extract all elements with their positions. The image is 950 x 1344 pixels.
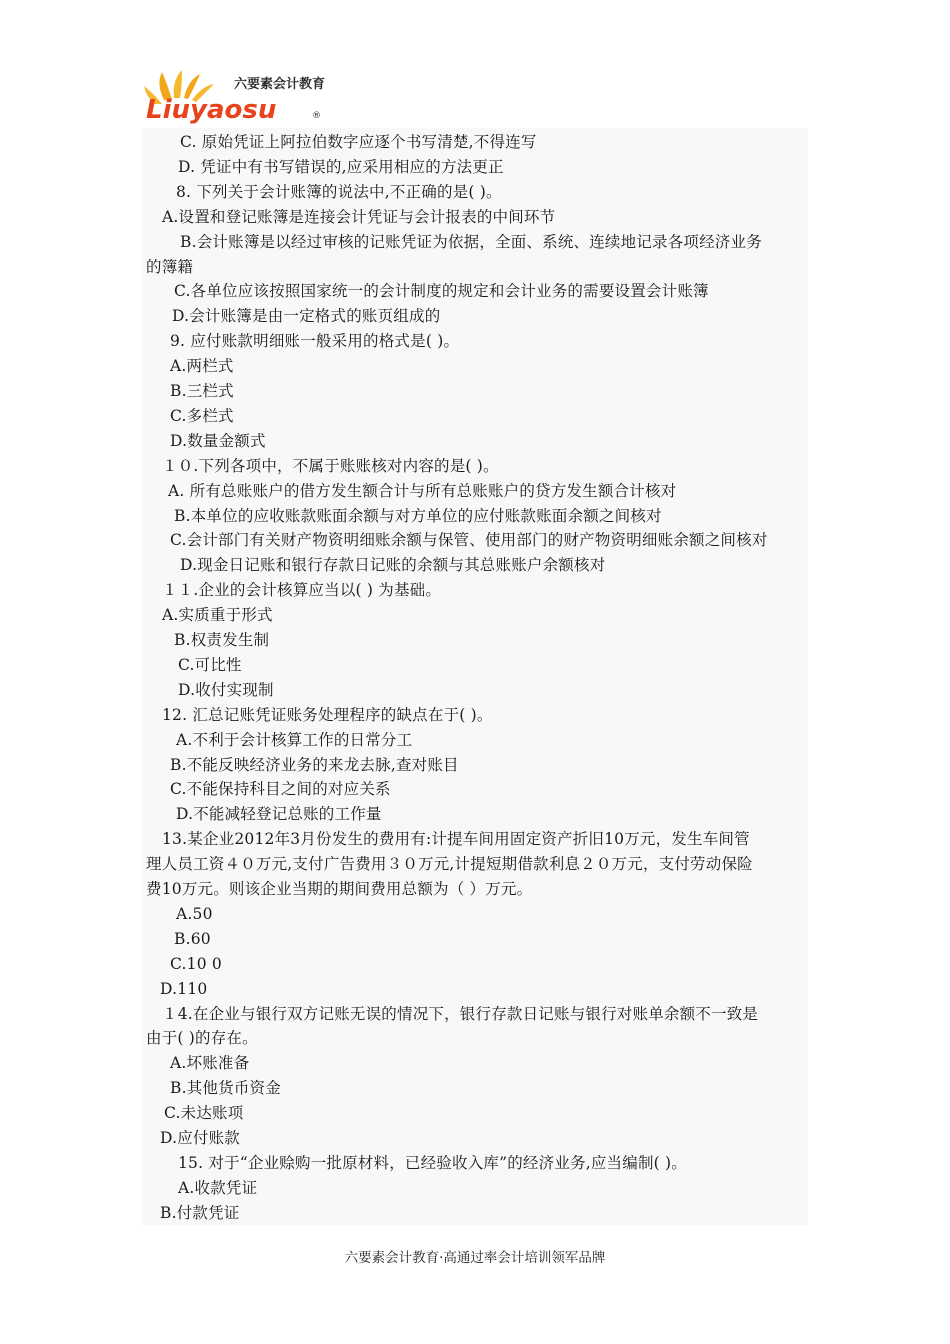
text-line: B.其他货币资金 [170,1079,281,1098]
text-line: C.可比性 [178,655,242,674]
text-line: １０.下列各项中，不属于账账核对内容的是( )。 [162,456,499,475]
text-line: A.收款凭证 [178,1178,258,1197]
text-line: D.收付实现制 [178,680,274,699]
text-line: C.多栏式 [170,406,234,425]
text-line: D.现金日记账和银行存款日记账的余额与其总账账户余额核对 [180,556,606,575]
text-line: 理人员工资４０万元,支付广告费用３０万元,计提短期借款利息２０万元，支付劳动保险 [146,855,753,874]
text-line: C.不能保持科目之间的对应关系 [170,780,391,799]
text-line: 的簿籍 [146,257,194,276]
text-line: A.设置和登记账簿是连接会计凭证与会计报表的中间环节 [162,207,556,226]
text-line: C. 原始凭证上阿拉伯数字应逐个书写清楚,不得连写 [180,133,537,151]
registered-mark: ® [312,111,321,121]
text-line: D.110 [160,979,208,998]
text-line: C.会计部门有关财产物资明细账余额与保管、使用部门的财产物资明细账余额之间核对 [170,531,768,550]
text-line: C.未达账项 [164,1104,244,1123]
text-line: 费10万元。则该企业当期的期间费用总额为（ ）万元。 [146,880,533,898]
text-line: A.坏账准备 [170,1054,250,1073]
text-line: 8. 下列关于会计账簿的说法中,不正确的是( )。 [176,182,502,201]
brand-logo [142,66,332,128]
text-line: C.各单位应该按照国家统一的会计制度的规定和会计业务的需要设置会计账簿 [174,282,709,301]
page-footer: 六要素会计教育·高通过率会计培训领军品牌 [344,1250,606,1266]
text-line: 15. 对于“企业赊购一批原材料，已经验收入库”的经济业务,应当编制( )。 [178,1153,687,1172]
text-line: 由于( )的存在。 [146,1029,258,1048]
text-line: 13.某企业2012年3月份发生的费用有:计提车间用固定资产折旧10万元，发生车间管 [162,830,750,849]
text-line: A.两栏式 [170,357,234,376]
text-line: D.应付账款 [160,1129,241,1147]
text-line: B.付款凭证 [160,1203,240,1222]
text-line: C.10 0 [170,954,222,973]
text-line: A.不利于会计核算工作的日常分工 [176,730,413,749]
text-line: １4.在企业与银行双方记账无误的情况下，银行存款日记账与银行对账单余额不一致是 [162,1004,759,1023]
text-line: B.本单位的应收账款账面余额与对方单位的应付账款账面余额之间核对 [174,506,662,525]
text-line: A.50 [176,904,213,923]
text-line: A.实质重于形式 [162,606,273,625]
brand-name-cn: 六要素会计教育 [234,77,326,92]
text-line: 9. 应付账款明细账一般采用的格式是( )。 [170,332,460,351]
text-line: D. 凭证中有书写错误的,应采用相应的方法更正 [178,157,504,176]
text-line: D.会计账簿是由一定格式的账页组成的 [172,307,441,326]
text-line: D.不能减轻登记总账的工作量 [176,805,382,824]
text-line: B.权责发生制 [174,631,270,649]
text-line: B.会计账簿是以经过审核的记账凭证为依据，全面、系统、连续地记录各项经济业务 [180,232,762,251]
text-line: B.60 [174,929,211,948]
text-line: D.数量金额式 [170,431,266,450]
text-line: B.不能反映经济业务的来龙去脉,查对账目 [170,755,459,774]
text-line: B.三栏式 [170,382,234,400]
brand-name-en: Liuyaosu [146,95,277,125]
text-line: 12. 汇总记账凭证账务处理程序的缺点在于( )。 [162,705,493,724]
text-line: A. 所有总账账户的借方发生额合计与所有总账账户的贷方发生额合计核对 [168,481,677,500]
text-line: １１.企业的会计核算应当以( ) 为基础。 [162,581,442,600]
